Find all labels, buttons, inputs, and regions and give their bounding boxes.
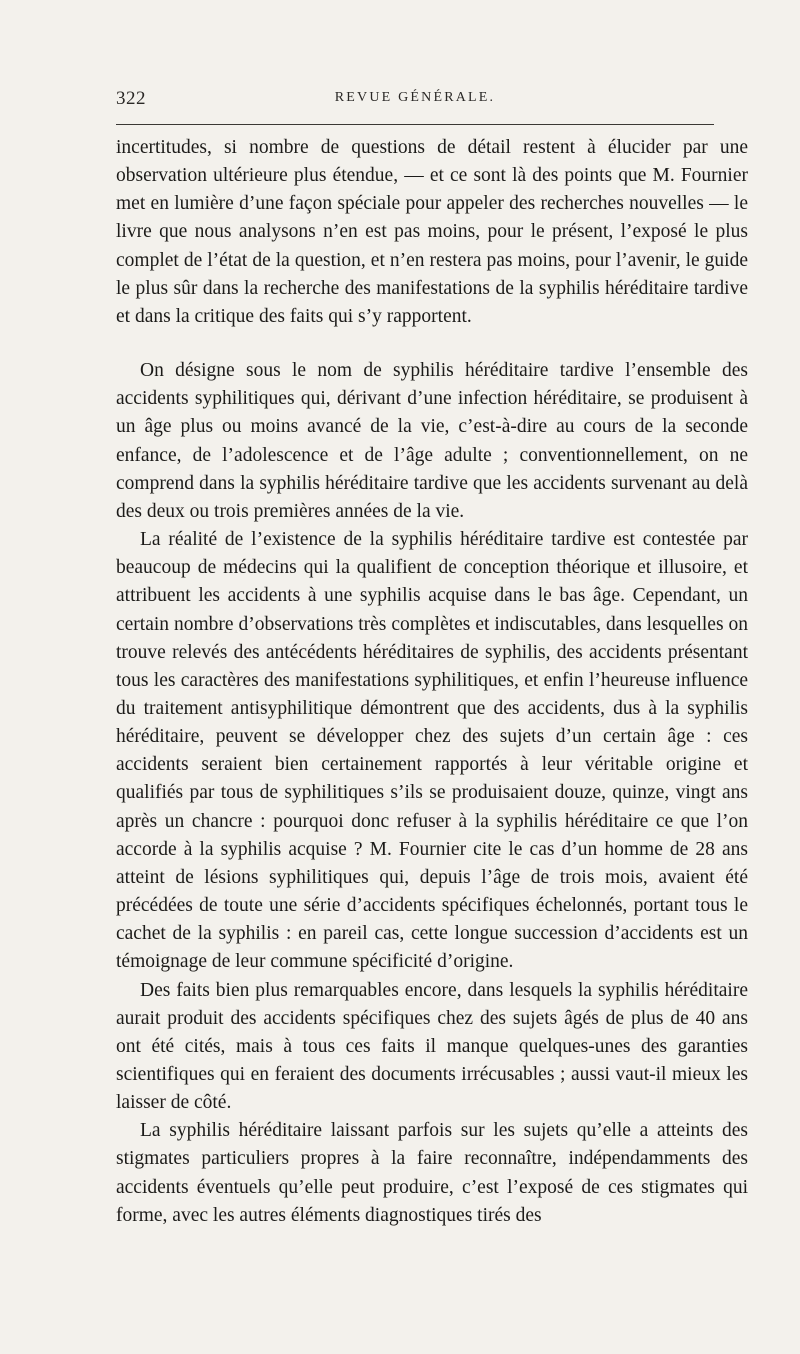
running-head: REVUE GÉNÉRALE.	[334, 90, 496, 105]
paragraph-reality: La réalité de l’existence de la syphilis héréditaire tardive est contestée par beaucoup de médecins qui la qualifient de conception théorique et illusoire, et attribuent les accidents à une syphilis acquise dans le bas âge. Cependant, un certain nombre d’observations très complètes et indiscutables, dans lesquelles on trouve relevés des antécédents héréditaires de syphilis, des accidents présentant tous les caractères des manifestations syphilitiques, et enfin l’heureuse influence du traitement antisyphilitique démontrent que des accidents, dus à la syphilis héréditaire, peuvent se développer chez des sujets d’un certain âge : ces accidents seraient bien certainement rapportés à leur véritable origine et qualifiés par tous de syphilitiques s’ils se produisaient douze, quinze, vingt ans après un chancre : pourquoi donc refuser à la syphilis héréditaire ce que l’on accorde à la syphilis acquise ? M. Fournier cite le cas d’un homme de 28 ans atteint de lésions syphilitiques qui, depuis l’âge de trois mois, avaient été précédées de toute une série d’accidents spécifiques échelonnés, portant tous le cachet de la syphilis : en pareil cas, cette longue succession d’accidents est un témoignage de leur commune spécificité d’origine.	[116, 529, 748, 973]
paragraph-remarkable-facts: Des faits bien plus remarquables encore, dans lesquels la syphilis héréditaire aurait produit des accidents spécifiques chez des sujets âgés de plus de 40 ans ont été cités, mais à tous ces faits il manque quelques-unes des garanties scientifiques qui en feraient des documents irrécusables ; aussi vaut-il mieux les laisser de côté.	[116, 979, 748, 1114]
paragraph-stigmata: La syphilis héréditaire laissant parfois sur les sujets qu’elle a atteints des stigmates particuliers propres à la faire reconnaître, indépendamments des accidents éventuels qu’elle peut produire, c’est l’exposé de ces stigmates qui forme, avec les autres éléments diagnostiques tirés des	[116, 1120, 748, 1226]
body-text	[116, 134, 748, 1230]
paragraph-definition: On désigne sous le nom de syphilis héréditaire tardive l’ensemble des accidents syphilitiques qui, dérivant d’une infection héréditaire, se produisent à un âge plus ou moins avancé de la vie, c’est-à-dire au cours de la seconde enfance, de l’adolescence et de l’âge adulte ; conventionnellement, on ne comprend dans la syphilis héréditaire tardive que les accidents survenant au delà des deux ou trois premières années de la vie.	[116, 360, 748, 522]
paragraph-continuation: incertitudes, si nombre de questions de détail restent à élucider par une observation ultérieure plus étendue, — et ce sont là des points que M. Fournier met en lumière d’une façon spéciale pour appeler des recherches nouvelles — le livre que nous analysons n’en est pas moins, pour le présent, l’exposé le plus complet de l’état de la question, et n’en restera pas moins, pour l’avenir, le guide le plus sûr dans la recherche des manifestations de la syphilis héréditaire tardive et dans la critique des faits qui s’y rapportent.	[116, 137, 748, 327]
header-rule	[116, 124, 714, 125]
page-number: 322	[116, 88, 146, 109]
page-header	[116, 88, 714, 112]
